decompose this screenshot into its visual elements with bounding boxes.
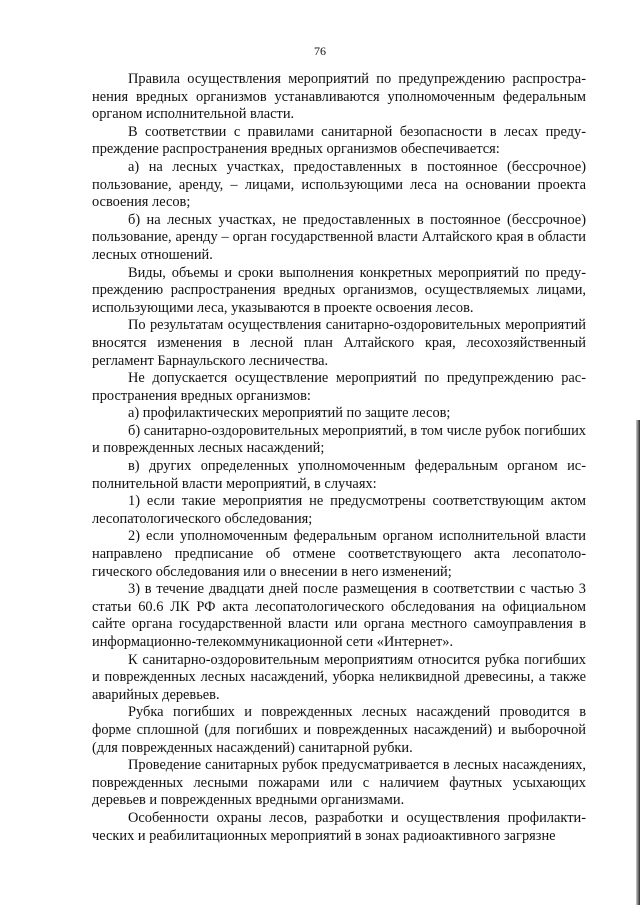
paragraph: б) санитарно-оздоровительных мероприятий, в том числе рубок погибших и поврежденных лесных насаждений; [92, 422, 586, 457]
paragraph: Виды, объемы и сроки выполнения конкретных мероприятий по предупреждению распространения вредных организмов, осуществляемых лицами, использующими леса, указываются в проекте освоения лесов. [92, 264, 586, 316]
paragraph: Правила осуществления мероприятий по предупреждению распространения вредных организмов устанавливаются уполномоченным федеральным органом исполнительной власти. [92, 71, 586, 123]
paragraph: К санитарно-оздоровительным мероприятиям относится рубка погибших и поврежденных лесных насаждений, уборка неликвидной древесины, а также аварийных деревьев. [92, 651, 586, 703]
paragraph: По результатам осуществления санитарно-оздоровительных мероприятий вносятся изменения в лесной план Алтайского края, лесохозяйственный регламент Барнаульского лесничества. [92, 317, 586, 369]
paragraph: а) профилактических мероприятий по защите лесов; [128, 405, 451, 422]
paragraph: Не допускается осуществление мероприятий по предупреждению распространения вредных организмов: [92, 370, 586, 404]
paragraph: Проведение санитарных рубок предусматривается в лесных насаждениях, поврежденных лесными пожарами или с наличием фаутных усыхающих деревьев и поврежденных вредными организмами. [92, 757, 586, 809]
paragraph: а) на лесных участках, предоставленных в постоянное (бессрочное) пользование, аренду, – лицами, использующими леса на основании проекта освоения лесов; [92, 158, 586, 211]
paragraph: 3) в течение двадцати дней после размещения в соответствии с частью 3 статьи 60.6 ЛК РФ акта лесопатологического обследования на официальном сайте органа государственной власти или органа местного самоуправления в информационно-телекоммуникационной сети «Интернет». [92, 581, 586, 650]
paragraph: В соответствии с правилами санитарной безопасности в лесах предупреждение распространения вредных организмов обеспечивается: [92, 123, 586, 158]
paragraph: Особенности охраны лесов, разработки и осуществления профилактических и реабилитационных мероприятий в зонах радиоактивного загрязне [92, 809, 586, 844]
paragraph: б) на лесных участках, не предоставленных в постоянное (бессрочное) пользование, аренду – орган государственной власти Алтайского края в области лесных отношений. [92, 211, 586, 263]
paragraph: в) других определенных уполномоченным федеральным органом исполнительной власти мероприятий, в случаях: [92, 458, 586, 492]
scan-edge-shadow [636, 420, 640, 905]
paragraph: Рубка погибших и поврежденных лесных насаждений проводится в форме сплошной (для погибших и поврежденных насаждений) и выборочной (для поврежденных насаждений) санитарной рубки. [92, 704, 586, 756]
paragraph: 2) если уполномоченным федеральным органом исполнительной власти направлено предписание об отмене соответствующего акта лесопатологического обследования или о внесении в него изменений; [92, 528, 586, 580]
document-body [92, 71, 586, 845]
paragraph: 1) если такие мероприятия не предусмотрены соответствующим актом лесопатологического обследования; [92, 493, 586, 527]
page-number: 76 [314, 44, 326, 58]
